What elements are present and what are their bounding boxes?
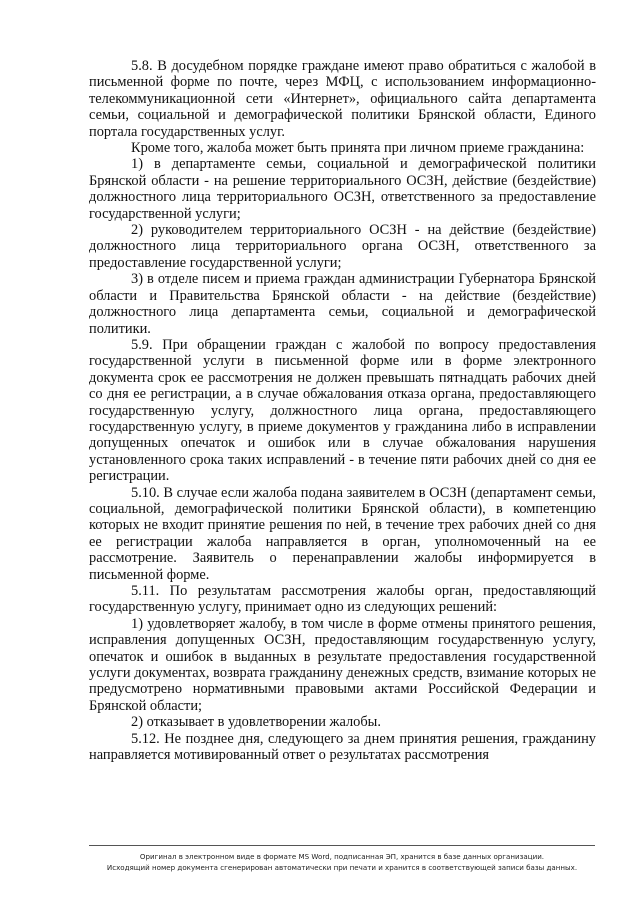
document-body (89, 58, 596, 763)
footer-divider (89, 845, 595, 846)
footer-line-original: Оригинал в электронном виде в формате MS Word, подписанная ЭП, хранится в базе данных организации. (139, 852, 545, 861)
paragraph-item-3-letters-office: 3) в отделе писем и приема граждан администрации Губернатора Брянской области и Правительства Брянской области - на действие (бездействие) должностного лица департамента семьи, социальной и демографической политики. (89, 271, 596, 337)
paragraph-5-9: 5.9. При обращении граждан с жалобой по вопросу предоставления государственной услуги в письменной форме или в форме электронного документа срок ее рассмотрения не должен превышать пятнадцать рабочих дней со дня ее регистрации, а в случае обжалования отказа органа, предоставляющего государственную услугу, должностного лица органа, предоставляющего государственную услугу, в приеме документов у гражданина либо в исправлении допущенных опечаток и ошибок или в случае обжалования нарушения установленного срока таких исправлений - в течение пяти рабочих дней со дня ее регистрации. (89, 336, 596, 485)
page-footer (89, 851, 595, 873)
paragraph-5-12: 5.12. Не позднее дня, следующего за днем принятия решения, гражданину направляется мотивированный ответ о результатах рассмотрения (89, 730, 596, 764)
paragraph-decision-satisfy: 1) удовлетворяет жалобу, в том числе в форме отмены принятого решения, исправления допущенных ОСЗН, предоставляющим государственную услугу, опечаток и ошибок в выданных в результате предоставления государственной услуги документах, возврата гражданину денежных средств, взимание которых не предусмотрено нормативными правовыми актами Российской Федерации и Брянской области; (89, 615, 596, 714)
paragraph-item-1-department: 1) в департаменте семьи, социальной и демографической политики Брянской области - на решение территориального ОСЗН, действие (бездействие) должностного лица территориального ОСЗН, ответственного за предоставление государственной услуги; (89, 156, 596, 222)
paragraph-5-11: 5.11. По результатам рассмотрения жалобы орган, предоставляющий государственную услугу, принимает одно из следующих решений: (89, 583, 596, 616)
footer-line-number: Исходящий номер документа сгенерирован автоматически при печати и хранится в соответствующей записи базы данных. (106, 863, 578, 872)
paragraph-5-8: 5.8. В досудебном порядке граждане имеют право обратиться с жалобой в письменной форме по почте, через МФЦ, с использованием информационно-телекоммуникационной сети «Интернет», официального сайта департамента семьи, социальной и демографической политики Брянской области, Единого портала государственных услуг. (89, 58, 596, 140)
paragraph-5-10: 5.10. В случае если жалоба подана заявителем в ОСЗН (департамент семьи, социальной, демографической политики Брянской области), в компетенцию которых не входит принятие решения по ней, в течение трех рабочих дней со дня ее регистрации жалоба направляется в орган, уполномоченный на ее рассмотрение. Заявитель о перенаправлении жалобы информируется в письменной форме. (89, 484, 596, 583)
paragraph-personal-reception: Кроме того, жалоба может быть принята при личном приеме гражданина: (131, 140, 585, 157)
paragraph-decision-refuse: 2) отказывает в удовлетворении жалобы. (131, 714, 381, 731)
paragraph-item-2-head-oszn: 2) руководителем территориального ОСЗН - на действие (бездействие) должностного лица территориального органа ОСЗН, ответственного за предоставление государственной услуги; (89, 222, 596, 271)
